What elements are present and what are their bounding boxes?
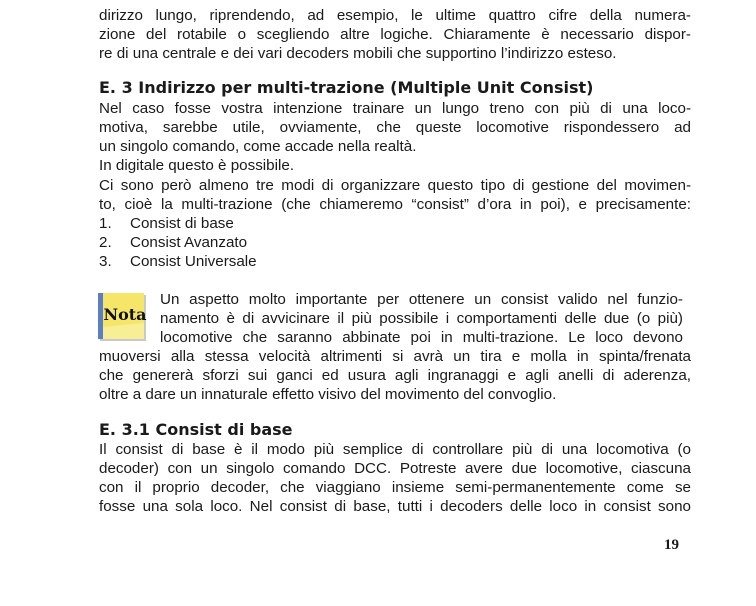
body-text-line: un singolo comando, come accade nella realtà. (99, 138, 417, 155)
list-item-text: Consist Universale (130, 253, 257, 270)
body-text-line: Il consist di base è il modo più semplice di controllare più di una locomotiva (o (99, 441, 691, 458)
body-text-line: dirizzo lungo, riprendendo, ad esempio, le ultime quattro cifre della numera- (99, 7, 691, 24)
note-text-line: che genererà sforzi sui ganci ed usura agli ingranaggi e agli anelli di aderenza, (99, 367, 691, 384)
list-item-number: 2. (99, 234, 112, 251)
note-text-line: muoversi alla stessa velocità altrimenti si avrà un tira e molla in spinta/frenata (99, 348, 691, 365)
list-item-text: Consist di base (130, 215, 234, 232)
list-item (99, 252, 257, 271)
list-item-text: Consist Avanzato (130, 234, 248, 251)
list-item-number: 1. (99, 215, 112, 232)
note-text-line: Un aspetto molto importante per ottenere un consist valido nel funzio- (160, 291, 683, 308)
body-text-line: decoder) con un singolo comando DCC. Potreste avere due locomotive, ciascuna (99, 460, 691, 477)
sticky-note-icon (98, 293, 150, 343)
body-text-line: zione del rotabile o scegliendo altre logiche. Chiaramente è necessario dispor- (99, 26, 691, 43)
body-text-line: con il proprio decoder, che viaggiano insieme semi-permanentemente come se (99, 479, 691, 496)
section-heading-e31: E. 3.1 Consist di base (99, 420, 293, 439)
page-number: 19 (664, 537, 679, 553)
body-text-line: fosse una sola loco. Nel consist di base, tutti i decoders delle loco in consist sono (99, 498, 691, 515)
nota-label: Nota (103, 305, 147, 324)
note-text-line: oltre a dare un innaturale effetto visivo del movimento del convoglio. (99, 386, 557, 403)
body-text-line: In digitale questo è possibile. (99, 157, 295, 174)
section-heading-e3: E. 3 Indirizzo per multi-trazione (Multiple Unit Consist) (99, 78, 594, 97)
body-text-line: to, cioè la multi-trazione (che chiameremo “consist” d’ora in poi), e precisamente: (99, 196, 691, 213)
body-text-line: re di una centrale e dei vari decoders mobili che supportino l’indirizzo esteso. (99, 45, 617, 62)
list-item (99, 233, 247, 252)
body-text-line: Ci sono però almeno tre modi di organizzare questo tipo di gestione del movimen- (99, 177, 691, 194)
note-text-line: locomotive che saranno abbinate poi in multi-trazione. Le loco devono (160, 329, 683, 346)
body-text-line: motiva, sarebbe utile, ovviamente, che queste locomotive rispondessero ad (99, 119, 691, 136)
list-item-number: 3. (99, 253, 112, 270)
note-text-line: namento è di avvicinare il più possibile i comportamenti delle due (o più) (160, 310, 683, 327)
list-item (99, 214, 234, 233)
body-text-line: Nel caso fosse vostra intenzione trainare un lungo treno con più di una loco- (99, 100, 691, 117)
